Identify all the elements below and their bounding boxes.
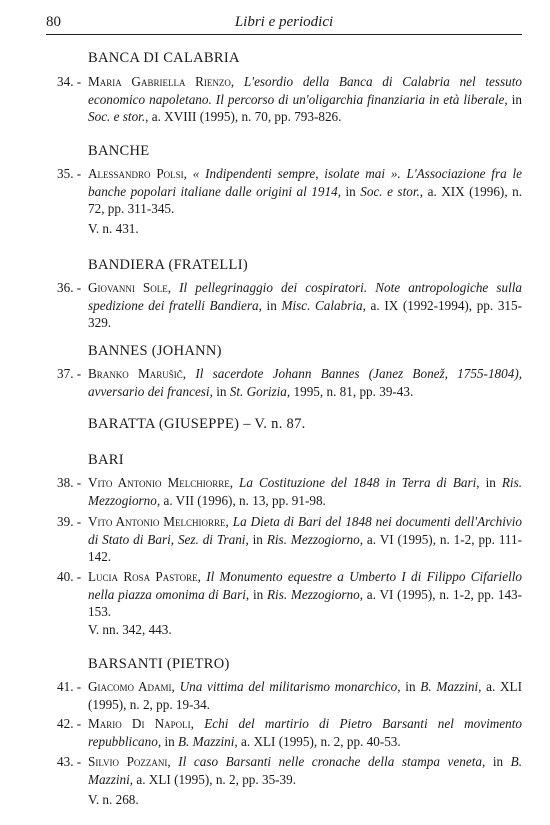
entry-number: 36. - bbox=[57, 280, 82, 295]
entry-title: L'esordio della Banca di Calabria nel tessuto economico napoletano. Il percorso di un'oligarchia finanziaria in età liberale bbox=[88, 74, 523, 107]
entry-details: , 1995, n. 81, pp. 39-43. bbox=[286, 383, 414, 399]
entry-in: , in bbox=[397, 679, 416, 694]
entry-in: , in bbox=[481, 754, 504, 769]
entry-journal: B. Mazzini bbox=[420, 679, 479, 694]
entry-journal: B. Mazzini bbox=[178, 733, 235, 749]
entry-number: 35. - bbox=[57, 166, 82, 181]
entry-in: , in bbox=[245, 586, 264, 602]
entry-number: 42. - bbox=[57, 716, 82, 731]
entry-journal: Misc. Calabria bbox=[281, 297, 363, 313]
bibliography-entry bbox=[57, 279, 522, 332]
bibliography-entry bbox=[57, 715, 522, 750]
cross-reference: V. n. 431. bbox=[88, 221, 139, 236]
entry-details: , a. VII (1996), n. 13, pp. 91-98. bbox=[156, 492, 326, 508]
section-heading: BANCHE bbox=[88, 143, 150, 159]
bibliography-entry bbox=[57, 365, 522, 400]
bibliography-entry bbox=[57, 568, 522, 621]
entry-journal: Ris. Mezzogiorno bbox=[266, 586, 360, 602]
page-header bbox=[46, 14, 522, 34]
entry-title: La Costituzione del 1848 in Terra di Bari bbox=[239, 475, 477, 490]
entry-details: , a. IX (1992-1994), pp. 315-329. bbox=[88, 297, 522, 330]
entry-journal: Soc. e stor. bbox=[88, 109, 146, 124]
entry-details: , a. VI (1995), n. 1-2, pp. 143-153. bbox=[88, 586, 523, 619]
entry-in: , in bbox=[258, 297, 277, 313]
entry-title: Il pellegrinaggio dei cospiratori. Note antropologiche sulla spedizione dei fratelli Bandiera bbox=[88, 280, 523, 313]
entry-author: Branko Marušič, bbox=[88, 366, 187, 381]
entry-author: Alessandro Polsi, bbox=[88, 166, 187, 181]
bibliography-entry bbox=[57, 753, 522, 788]
section-heading: BARI bbox=[88, 452, 124, 468]
section-heading: BANDIERA (FRATELLI) bbox=[88, 257, 248, 273]
entry-in: , in bbox=[476, 475, 496, 490]
entry-details: , a. XLI (1995), n. 2, pp. 19-34. bbox=[88, 679, 522, 712]
entry-in: , in bbox=[504, 91, 522, 107]
entry-journal: Ris. Mezzogiorno bbox=[88, 475, 523, 508]
entry-in: , in bbox=[209, 383, 227, 399]
running-title: Libri e periodici bbox=[234, 14, 334, 30]
bibliography-entry bbox=[57, 165, 522, 218]
entry-author: Giacomo Adami, bbox=[88, 679, 175, 694]
entry-details: , a. XLI (1995), n. 2, pp. 40-53. bbox=[234, 733, 401, 749]
entry-author: Lucia Rosa Pastore, bbox=[88, 569, 201, 584]
header-rule bbox=[46, 34, 522, 35]
entry-author: Maria Gabriella Rienzo, bbox=[88, 74, 235, 89]
entry-title: « Indipendenti sempre, isolate mai ». L'Associazione fra le banche popolari italiane dalle origini al 1914 bbox=[88, 166, 523, 199]
entry-title: Una vittima del militarismo monarchico bbox=[179, 679, 398, 694]
bibliography-entry bbox=[57, 678, 522, 713]
entry-author: Vito Antonio Melchiorre, bbox=[88, 514, 229, 529]
entry-in: , in bbox=[245, 531, 263, 547]
entry-details: , a. XVIII (1995), n. 70, pp. 793-826. bbox=[145, 109, 342, 124]
entry-number: 37. - bbox=[57, 366, 82, 381]
entry-journal: St. Gorizia bbox=[229, 383, 287, 399]
entry-title: Il sacerdote Johann Bannes (Janez Bonež, 1755-1804), avversario dei francesi bbox=[88, 366, 523, 399]
section-heading: BARATTA (GIUSEPPE) – V. n. 87. bbox=[88, 416, 306, 432]
entry-title: La Dieta di Bari del 1848 nei documenti dell'Archivio di Stato di Bari, Sez. di Trani bbox=[88, 514, 522, 547]
entry-journal: Ris. Mezzogiorno bbox=[266, 531, 360, 547]
entry-details: , a. VI (1995), n. 1-2, pp. 111-142. bbox=[88, 531, 523, 564]
entry-number: 43. - bbox=[57, 754, 82, 769]
entry-in: , in bbox=[337, 183, 356, 199]
section-heading: BARSANTI (PIETRO) bbox=[88, 656, 230, 672]
cross-reference: V. nn. 342, 443. bbox=[88, 622, 172, 637]
entry-number: 40. - bbox=[57, 569, 82, 584]
entry-in: , in bbox=[157, 733, 175, 749]
bibliography-entry bbox=[57, 474, 522, 509]
entry-journal: B. Mazzini bbox=[88, 754, 523, 787]
entry-author: Mario Di Napoli, bbox=[88, 716, 194, 731]
cross-reference: V. n. 268. bbox=[88, 792, 139, 807]
section-heading: BANCA DI CALABRIA bbox=[88, 50, 240, 66]
bibliography-entry bbox=[57, 73, 522, 126]
section-heading: BANNES (JOHANN) bbox=[88, 343, 222, 359]
page-number: 80 bbox=[46, 14, 61, 30]
entry-details: , a. XIX (1996), n. 72, pp. 311-345. bbox=[88, 183, 523, 216]
entry-number: 34. - bbox=[57, 74, 82, 89]
entry-author: Silvio Pozzani, bbox=[88, 754, 171, 769]
entry-number: 38. - bbox=[57, 475, 82, 490]
entry-title: Il Monumento equestre a Umberto I di Filippo Cifariello nella piazza omonima di Bari bbox=[88, 569, 523, 602]
entry-number: 41. - bbox=[57, 679, 82, 694]
entry-author: Giovanni Sole, bbox=[88, 280, 172, 295]
entry-number: 39. - bbox=[57, 514, 82, 529]
entry-details: , a. XLI (1995), n. 2, pp. 35-39. bbox=[129, 771, 297, 787]
entry-journal: Soc. e stor. bbox=[360, 183, 420, 199]
entry-title: Il caso Barsanti nelle cronache della stampa veneta bbox=[178, 754, 482, 769]
bibliography-entry bbox=[57, 513, 522, 566]
entry-title: Echi del martirio di Pietro Barsanti nel movimento repubblicano bbox=[88, 716, 522, 749]
entry-author: Vito Antonio Melchiorre, bbox=[88, 475, 234, 490]
